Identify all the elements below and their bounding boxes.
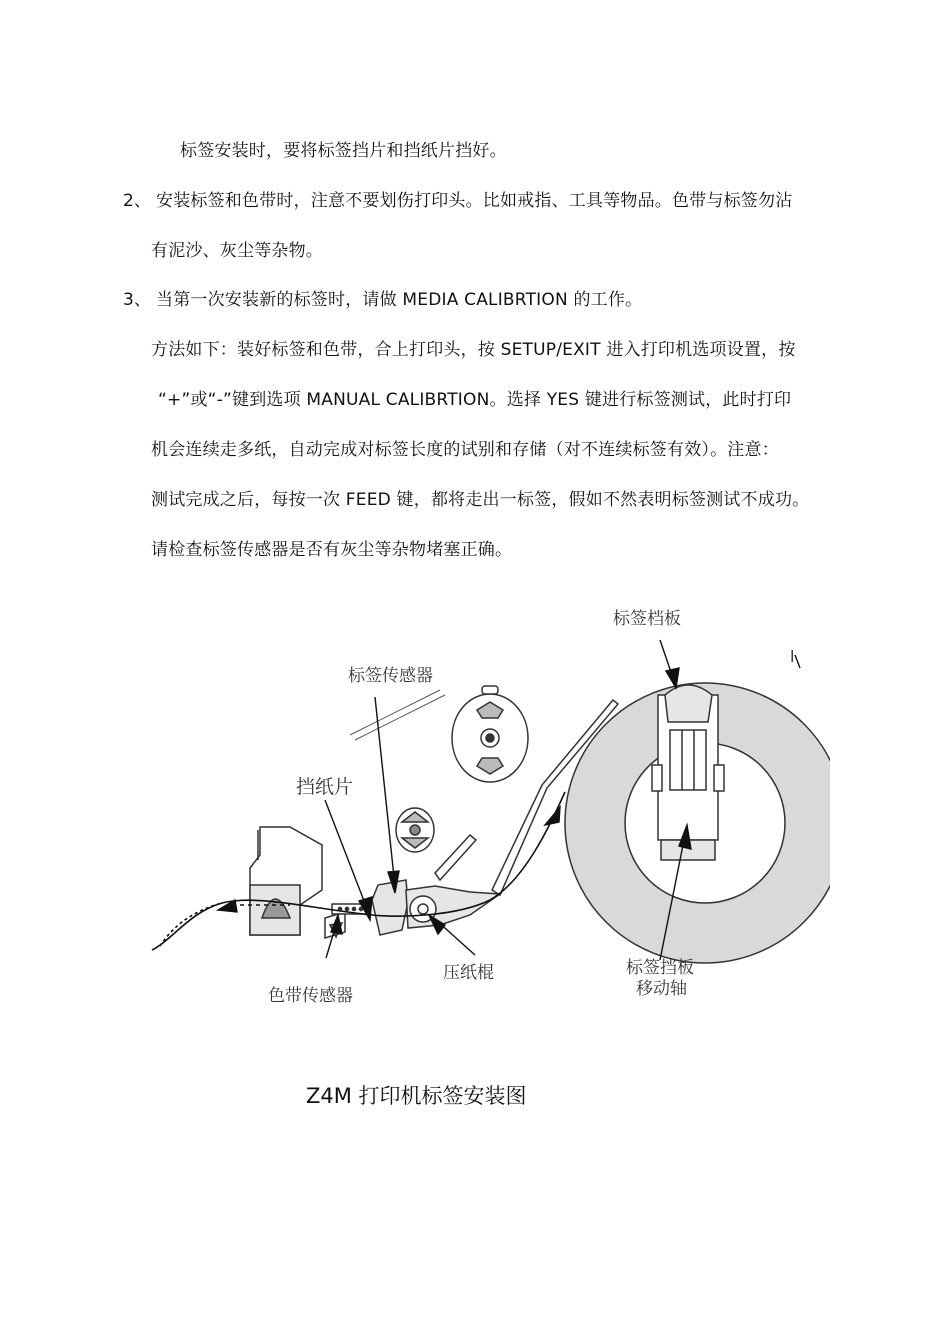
item-3-continuation: 方法如下：装好标签和色带，合上打印头，按 SETUP/EXIT 进入打印机选项设置，按 (151, 340, 796, 360)
guide-axis-label-line1: 标签挡板 (626, 958, 694, 978)
ribbon-sensor-label: 色带传感器 (268, 986, 353, 1006)
intro-line: 标签安装时，要将标签挡片和挡纸片挡好。 (180, 141, 507, 161)
item-3-continuation: 机会连续走多纸，自动完成对标签长度的试别和存储（对不连续标签有效）。注意： (151, 440, 779, 460)
item-2-number: 2、 (123, 191, 152, 211)
platen-roller (406, 886, 500, 928)
z4m-label-install-diagram (140, 590, 830, 1020)
item-3-continuation: 测试完成之后，每按一次 FEED 键，都将走出一标签，假如不然表明标签测试不成功。 (151, 490, 810, 510)
label-guide-top-label: 标签档板 (613, 609, 681, 629)
item-3-continuation: “+”或“-”键到选项 MANUAL CALIBRTION。选择 YES 键进行标签测试，此时打印 (158, 390, 792, 410)
print-mechanism (250, 827, 408, 938)
item-3-text: 当第一次安装新的标签时，请做 MEDIA CALIBRTION 的工作。 (156, 290, 643, 310)
item-3-continuation: 请检查标签传感器是否有灰尘等杂物堵塞正确。 (151, 540, 513, 560)
platen-roller-label: 压纸棍 (443, 963, 494, 983)
paper-stop-label: 挡纸片 (296, 776, 354, 798)
guide-axis-label-line2: 移动轴 (636, 979, 687, 999)
spindle-knob (452, 686, 528, 782)
label-sensor-label: 标签传感器 (348, 666, 433, 686)
small-knob (396, 808, 476, 880)
ribbon-spindle-lines (350, 690, 445, 740)
item-3-number: 3、 (123, 290, 152, 310)
item-2-text: 安装标签和色带时，注意不要划伤打印头。比如戒指、工具等物品。色带与标签勿沾 (156, 191, 793, 211)
corner-mark: l (790, 647, 795, 666)
item-2-continuation: 有泥沙、灰尘等杂物。 (151, 241, 323, 261)
media-path (152, 792, 565, 950)
diagram-caption: Z4M 打印机标签安装图 (306, 1084, 527, 1108)
